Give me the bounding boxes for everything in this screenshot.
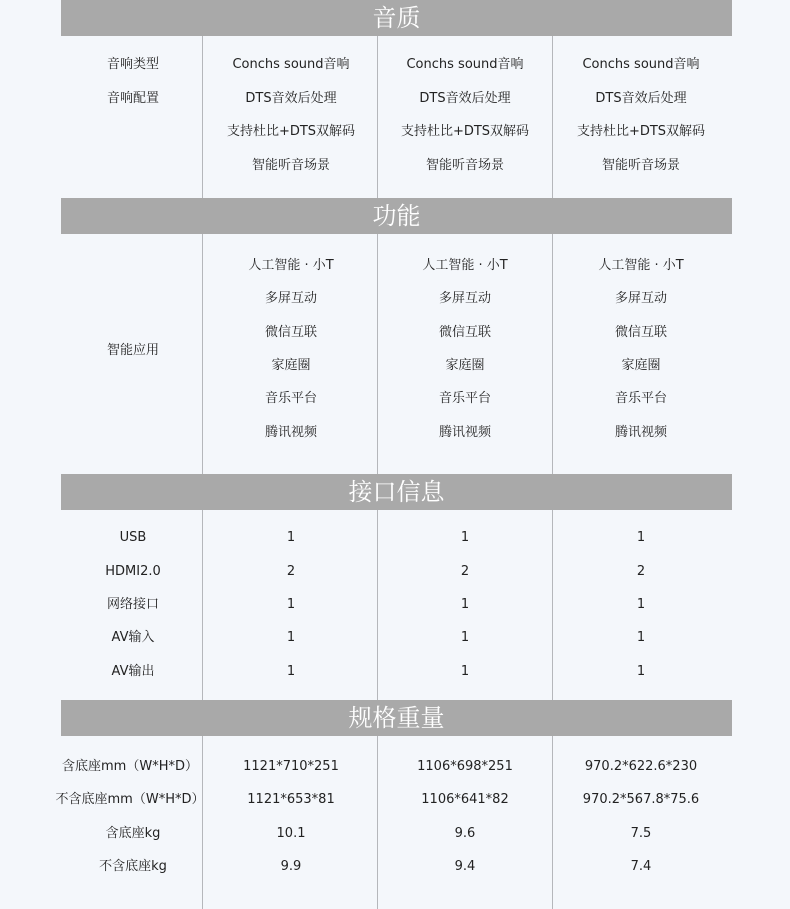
row-label: AV输出: [111, 664, 155, 679]
section-header-interfaces: 接口信息: [61, 474, 732, 510]
spec-value: 腾讯视频: [614, 425, 668, 440]
spec-value: 1: [286, 597, 296, 612]
spec-value: 1121*653*81: [247, 792, 335, 807]
spec-value: 1106*698*251: [417, 759, 513, 774]
spec-value: 支持杜比+DTS双解码: [576, 124, 706, 139]
spec-value: 多屏互动: [264, 291, 318, 306]
spec-value: 1: [460, 664, 470, 679]
spec-value: 多屏互动: [438, 291, 492, 306]
spec-value: DTS音效后处理: [595, 91, 687, 106]
spec-value: 支持杜比+DTS双解码: [400, 124, 530, 139]
spec-value: 2: [460, 564, 470, 579]
spec-value: 970.2*622.6*230: [584, 759, 698, 774]
spec-value: 9.9: [280, 859, 302, 874]
spec-value: Conchs sound音响: [232, 57, 350, 72]
spec-value: 1: [636, 530, 646, 545]
spec-value: 家庭圈: [445, 358, 485, 373]
spec-value: Conchs sound音响: [406, 57, 524, 72]
row-label: HDMI2.0: [105, 564, 161, 579]
spec-value: 音乐平台: [438, 391, 492, 406]
spec-value: 人工智能 · 小T: [598, 258, 684, 273]
column-divider: [377, 234, 378, 474]
row-label: AV输入: [111, 630, 155, 645]
section-header-features: 功能: [61, 198, 732, 234]
spec-value: 音乐平台: [614, 391, 668, 406]
spec-value: 家庭圈: [621, 358, 661, 373]
spec-value: 1: [460, 597, 470, 612]
column-divider: [202, 510, 203, 700]
spec-value: 970.2*567.8*75.6: [582, 792, 700, 807]
spec-value: 微信互联: [264, 325, 318, 340]
spec-value: 支持杜比+DTS双解码: [226, 124, 356, 139]
spec-value: DTS音效后处理: [245, 91, 337, 106]
spec-value: 1: [286, 530, 296, 545]
spec-value: 智能听音场景: [601, 158, 681, 173]
column-divider: [202, 36, 203, 198]
spec-value: 腾讯视频: [264, 425, 318, 440]
column-divider: [377, 36, 378, 198]
spec-value: 7.5: [630, 826, 652, 841]
row-label: USB: [119, 530, 147, 545]
row-label: 含底座mm（W*H*D）: [62, 759, 198, 774]
spec-value: DTS音效后处理: [419, 91, 511, 106]
spec-value: 微信互联: [614, 325, 668, 340]
column-divider: [202, 736, 203, 909]
column-divider: [377, 736, 378, 909]
spec-value: 10.1: [276, 826, 306, 841]
spec-value: 2: [636, 564, 646, 579]
spec-value: 1: [636, 664, 646, 679]
column-divider: [552, 36, 553, 198]
row-label: 智能应用: [106, 343, 160, 358]
section-header-dimensions: 规格重量: [61, 700, 732, 736]
spec-value: 音乐平台: [264, 391, 318, 406]
spec-value: 2: [286, 564, 296, 579]
spec-value: 家庭圈: [271, 358, 311, 373]
spec-value: 腾讯视频: [438, 425, 492, 440]
spec-value: 1: [286, 664, 296, 679]
spec-value: 1: [286, 630, 296, 645]
spec-value: 1121*710*251: [243, 759, 339, 774]
spec-value: 9.4: [454, 859, 476, 874]
spec-value: 9.6: [454, 826, 476, 841]
spec-value: 智能听音场景: [251, 158, 331, 173]
column-divider: [552, 234, 553, 474]
column-divider: [552, 736, 553, 909]
spec-value: 微信互联: [438, 325, 492, 340]
row-label: 音响配置: [106, 91, 160, 106]
spec-value: Conchs sound音响: [582, 57, 700, 72]
column-divider: [202, 234, 203, 474]
row-label: 音响类型: [106, 57, 160, 72]
spec-value: 1: [636, 597, 646, 612]
section-header-audio: 音质: [61, 0, 732, 36]
row-label: 不含底座kg: [99, 859, 167, 874]
spec-value: 1: [636, 630, 646, 645]
spec-value: 多屏互动: [614, 291, 668, 306]
spec-value: 智能听音场景: [425, 158, 505, 173]
row-label: 网络接口: [106, 597, 160, 612]
spec-value: 人工智能 · 小T: [248, 258, 334, 273]
column-divider: [377, 510, 378, 700]
spec-value: 人工智能 · 小T: [422, 258, 508, 273]
spec-value: 1: [460, 530, 470, 545]
column-divider: [552, 510, 553, 700]
spec-value: 1: [460, 630, 470, 645]
spec-value: 7.4: [630, 859, 652, 874]
row-label: 含底座kg: [105, 826, 161, 841]
spec-value: 1106*641*82: [421, 792, 509, 807]
row-label: 不含底座mm（W*H*D）: [55, 792, 205, 807]
